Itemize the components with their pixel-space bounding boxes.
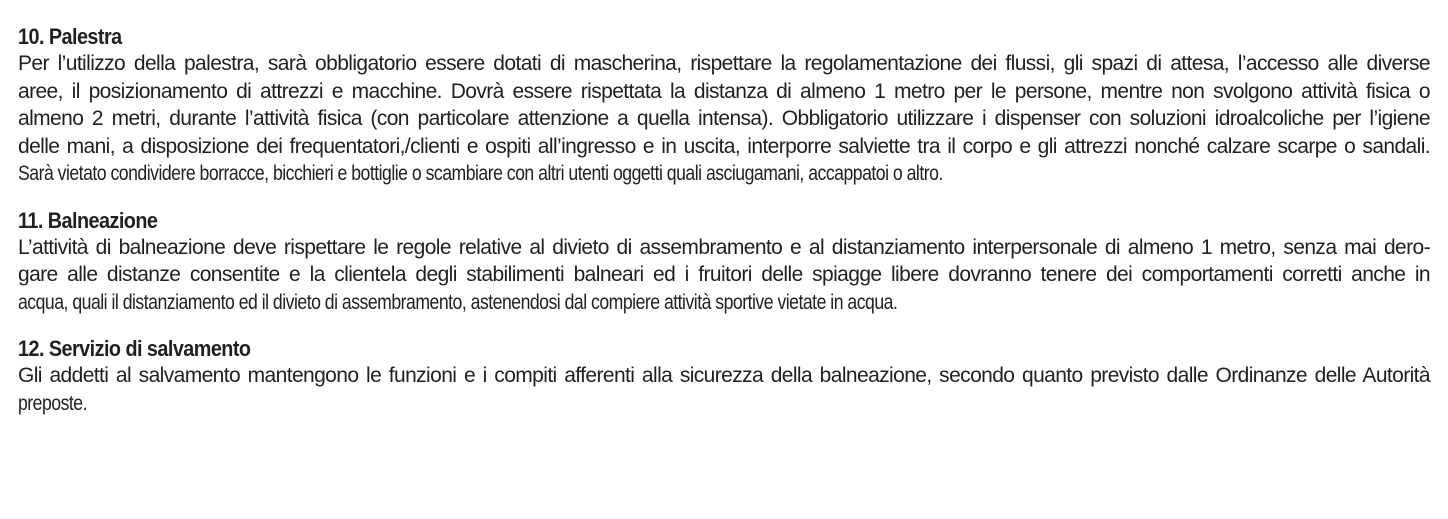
paragraph-line: delle mani, a disposizione dei frequentatori,/clienti e ospiti all’ingresso e in uscita, interporre salviette tra il corpo e gli attrezzi nonché calzare scarpe o sandali.: [18, 134, 1430, 158]
section-palestra: [18, 24, 1430, 188]
paragraph-line: preposte.: [18, 391, 88, 415]
section-heading: 11. Balneazione: [18, 207, 158, 233]
section-servizio-di-salvamento: [18, 336, 1430, 417]
paragraph-line: almeno 2 metri, durante l’attività fisica (con particolare attenzione a quella intensa). Obbligatorio utilizzare i dispenser con soluzioni idroalcoliche per l’igiene: [18, 107, 1430, 130]
paragraph-line: Per l’utilizzo della palestra, sarà obbligatorio essere dotati di mascherina, rispettare la regolamentazione dei flussi, gli spazi di attesa, l’accesso alle diverse: [18, 52, 1430, 75]
section-balneazione: [18, 208, 1430, 317]
paragraph-line: Sarà vietato condividere borracce, bicchieri e bottiglie o scambiare con altri utenti oggetti quali asciugamani, accappatoi o altro.: [18, 162, 943, 185]
paragraph-line: L’attività di balneazione deve rispettare le regole relative al divieto di assembramento e al distanziamento interpersonale di almeno 1 metro, senza mai dero-: [18, 235, 1430, 259]
paragraph-line: aree, il posizionamento di attrezzi e macchine. Dovrà essere rispettata la distanza di almeno 1 metro per le persone, mentre non svolgono attività fisica o: [18, 79, 1430, 103]
document-page: [18, 24, 1430, 437]
paragraph-line: acqua, quali il distanziamento ed il divieto di assembramento, astenendosi dal compiere attività sportive vietate in acqua.: [18, 290, 898, 314]
paragraph-line: Gli addetti al salvamento mantengono le funzioni e i compiti afferenti alla sicurezza della balneazione, secondo quanto previsto dalle Ordinanze delle Autorità: [18, 364, 1430, 387]
section-heading: 10. Palestra: [18, 24, 122, 49]
section-heading: 12. Servizio di salvamento: [18, 336, 251, 361]
paragraph-line: gare alle distanze consentite e la clientela degli stabilimenti balneari ed i fruitori delle spiagge libere dovranno tenere dei comportamenti corretti anche in: [18, 263, 1430, 286]
